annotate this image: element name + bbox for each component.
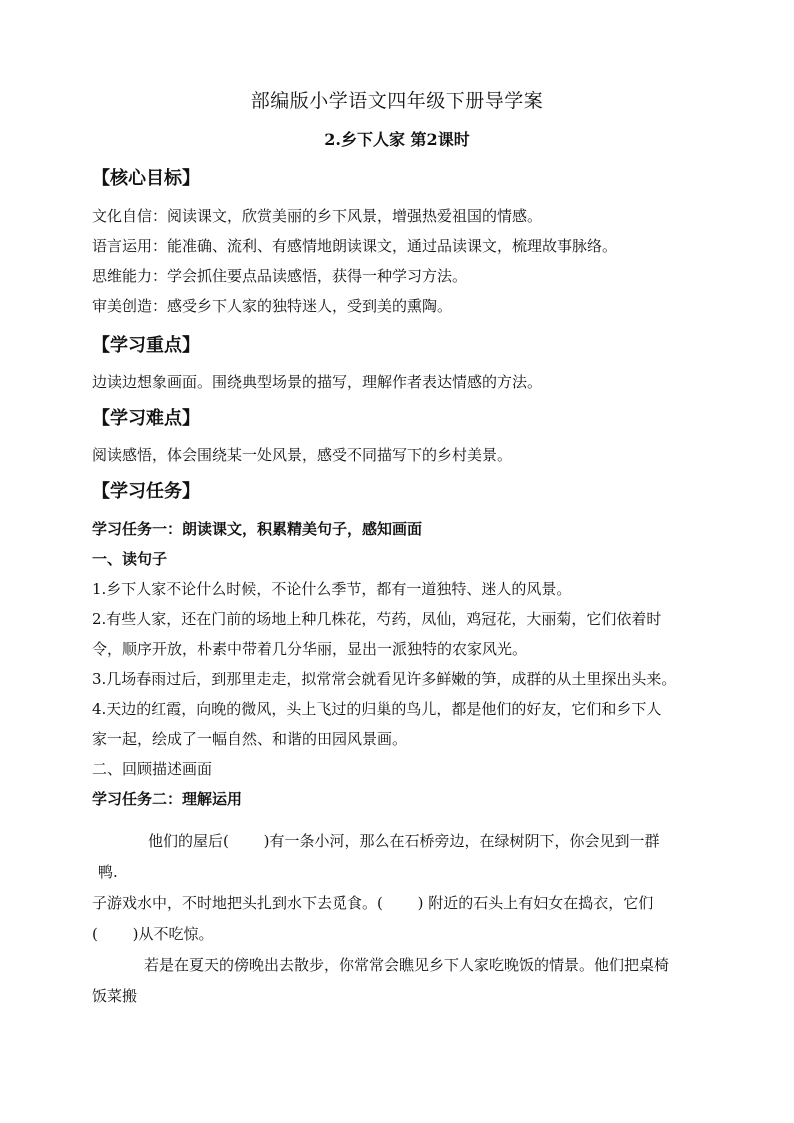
difficulties-heading: 【学习难点】 bbox=[92, 408, 200, 429]
key-points-section bbox=[92, 333, 704, 359]
part1-title: 一、读句子 bbox=[92, 550, 168, 568]
fill-line-3a: 若是在夏天的傍晚出去散步，你常常会瞧见乡下人家吃晚饭的情景。他们把桌椅 bbox=[144, 956, 670, 974]
fill-line-3b: 饭菜搬 bbox=[92, 987, 138, 1005]
difficulties-text: 阅读感悟，体会围绕某一处风景，感受不同描写下的乡村美景。 bbox=[92, 446, 513, 464]
core-goals-list bbox=[92, 201, 704, 321]
key-points-text: 边读边想象画面。围绕典型场景的描写，理解作者表达情感的方法。 bbox=[92, 373, 543, 391]
difficulties-body bbox=[92, 440, 704, 470]
tasks-heading: 【学习任务】 bbox=[92, 481, 200, 502]
task2-title: 学习任务二：理解运用 bbox=[92, 790, 243, 808]
goal-culture: 文化自信：阅读课文，欣赏美丽的乡下风景，增强热爱祖国的情感。 bbox=[92, 207, 543, 225]
goal-aesthetic: 审美创造：感受乡下人家的独特迷人，受到美的熏陶。 bbox=[92, 297, 453, 315]
key-points-body bbox=[92, 367, 704, 397]
lesson-subtitle: 2.乡下人家 第2课时 bbox=[324, 130, 470, 149]
sentence-4b: 家一起，绘成了一幅自然、和谐的田园风景画。 bbox=[92, 730, 408, 748]
sentence-4a: 4.天边的红霞，向晚的微风，头上飞过的归巢的鸟儿，都是他们的好友，它们和乡下人 bbox=[92, 700, 662, 718]
difficulties-section bbox=[92, 406, 704, 432]
key-points-heading: 【学习重点】 bbox=[92, 335, 200, 356]
tasks-body bbox=[92, 514, 704, 814]
fill-line-2a: 子游戏水中，不时地把头扎到水下去觅食。( ) 附近的石头上有妇女在捣衣，它们 bbox=[92, 894, 654, 912]
sentence-1: 1.乡下人家不论什么时候，不论什么季节，都有一道独特、迷人的风景。 bbox=[92, 580, 572, 598]
tasks-section bbox=[92, 479, 704, 505]
sentence-2a: 2.有些人家，还在门前的场地上种几株花，芍药，凤仙，鸡冠花，大丽菊，它们依着时 bbox=[92, 610, 662, 628]
task1-title: 学习任务一：朗读课文，积累精美句子，感知画面 bbox=[92, 520, 423, 538]
fill-line-1a: 他们的屋后( )有一条小河，那么在石桥旁边，在绿树阴下，你会见到一群 bbox=[148, 832, 660, 850]
sentence-3: 3.几场春雨过后，到那里走走，拟常常会就看见许多鲜嫩的笋，成群的从土里探出头来。 bbox=[92, 670, 677, 688]
fill-line-1b: 鸭. bbox=[98, 863, 118, 881]
core-goals-heading: 【核心目标】 bbox=[92, 168, 200, 189]
page-title: 部编版小学语文四年级下册导学案 bbox=[250, 90, 544, 112]
goal-thinking: 思维能力：学会抓住要点品读感悟，获得一种学习方法。 bbox=[92, 267, 468, 285]
goal-language: 语言运用：能准确、流利、有感情地朗读课文，通过品读课文，梳理故事脉络。 bbox=[92, 237, 618, 255]
fill-line-2b: ( )从不吃惊。 bbox=[92, 925, 214, 943]
part2-title: 二、回顾描述画面 bbox=[92, 760, 213, 778]
fill-in-passage bbox=[92, 826, 704, 1012]
core-goals-section bbox=[92, 166, 704, 192]
sentence-2b: 令，顺序开放，朴素中带着几分华丽，显出一派独特的农家风光。 bbox=[92, 640, 528, 658]
